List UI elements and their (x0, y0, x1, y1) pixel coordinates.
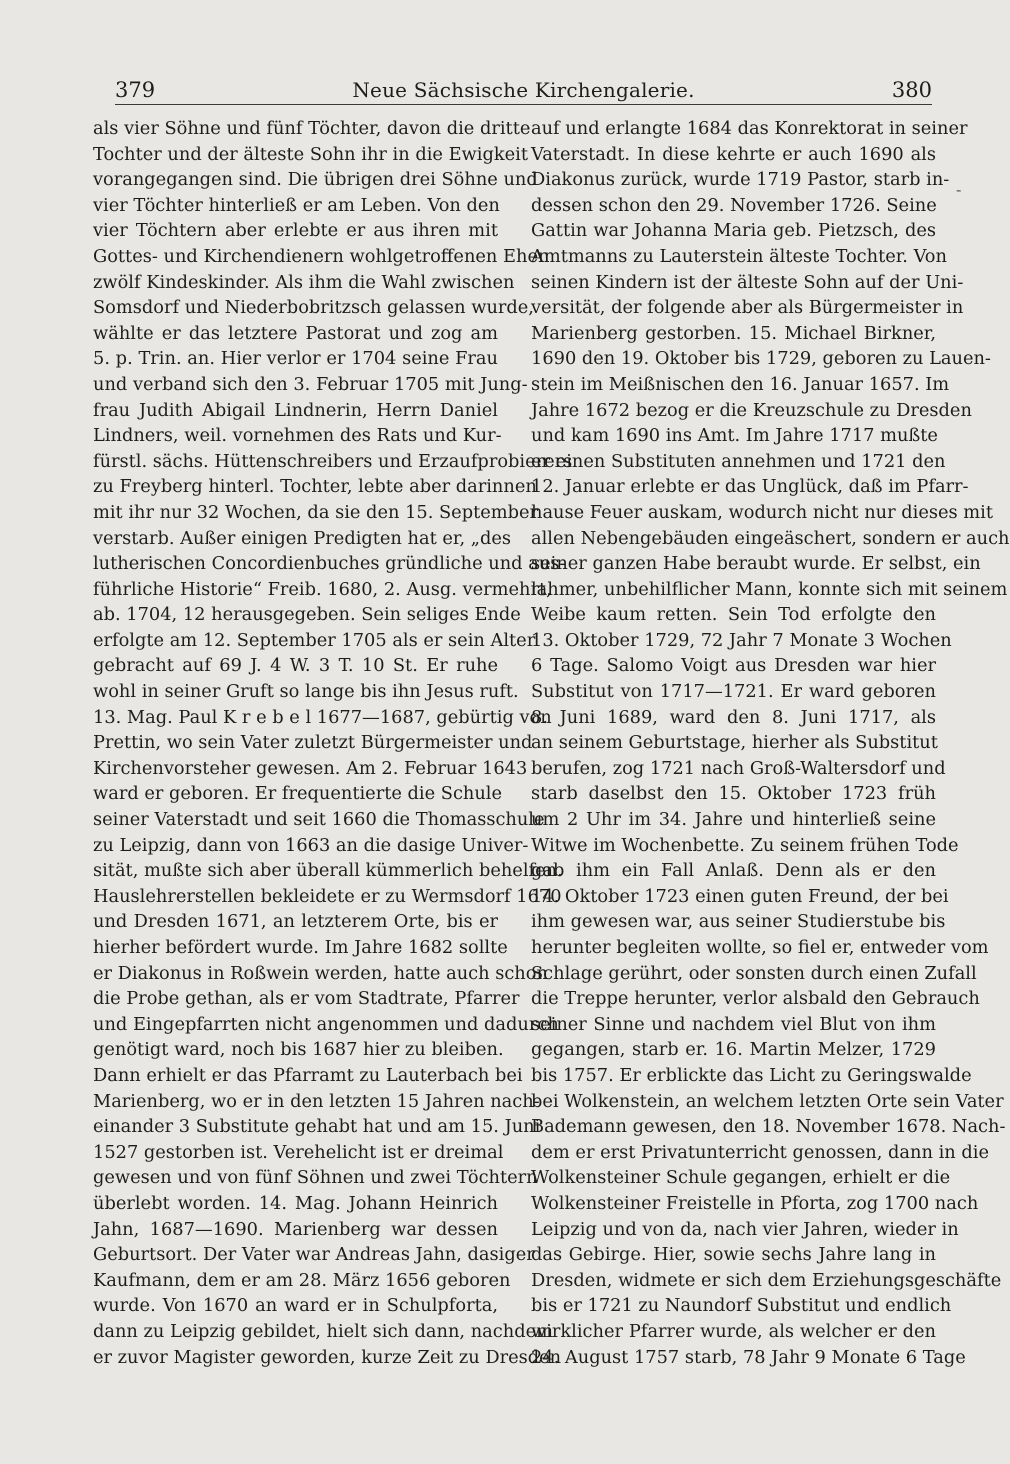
text-line: vier Töchtern aber erlebte er aus ihren mit (93, 220, 498, 242)
text-line: führliche Historie“ Freib. 1680, 2. Ausg. vermehrt, (93, 578, 552, 600)
text-line: 1690 den 19. Oktober bis 1729, geboren zu Lauen- (531, 348, 991, 370)
text-line: 6 Tage. Salomo Voigt aus Dresden war hier (531, 655, 936, 677)
text-line: Marienberg gestorben. 15. Michael Birkner, (531, 322, 936, 344)
text-line: wählte er das letztere Pastorat und zog am (93, 322, 498, 344)
text-line: genötigt ward, noch bis 1687 hier zu bleiben. (93, 1039, 504, 1061)
text-line: Diakonus zurück, wurde 1719 Pastor, starb in- (531, 169, 950, 191)
page-number-left: 379 (115, 78, 156, 102)
text-line: seiner Sinne und nachdem viel Blut von ihm (531, 1013, 936, 1035)
text-line: Amtmanns zu Lauterstein älteste Tochter. Von (531, 245, 947, 267)
text-line: berufen, zog 1721 nach Groß-Waltersdorf und (531, 757, 946, 779)
text-line: bis 1757. Er erblickte das Licht zu Geringswalde (531, 1064, 972, 1086)
text-line: lutherischen Concordienbuches gründliche und aus- (93, 553, 566, 575)
text-line: die Treppe herunter, verlor alsbald den Gebrauch (531, 988, 980, 1010)
text-line: ihm gewesen war, aus seiner Studierstube bis (531, 911, 946, 933)
text-line: und Dresden 1671, an letzterem Orte, bis er (93, 911, 498, 933)
page-header (115, 76, 932, 104)
text-line: wurde. Von 1670 an ward er in Schulpforta, (93, 1295, 498, 1317)
text-line: Hauslehrerstellen bekleidete er zu Wermsdorf 1670 (93, 885, 562, 907)
text-line: Kaufmann, dem er am 28. März 1656 geboren (93, 1269, 511, 1291)
text-line: bis er 1721 zu Naundorf Substitut und endlich (531, 1295, 952, 1317)
text-line: überlebt worden. 14. Mag. Johann Heinrich (93, 1192, 498, 1214)
page-number-right: 380 (891, 78, 932, 102)
text-line: wirklicher Pfarrer wurde, als welcher er den (531, 1320, 936, 1342)
text-line: die Probe gethan, als er vom Stadtrate, Pfarrer (93, 988, 520, 1010)
text-line: hause Feuer auskam, wodurch nicht nur dieses mit (531, 501, 993, 523)
text-line: Dresden, widmete er sich dem Erziehungsgeschäfte (531, 1269, 1002, 1291)
text-line: Jahn, 1687—1690. Marienberg war dessen (93, 1218, 498, 1240)
text-line: er einen Substituten annehmen und 1721 den (531, 450, 946, 472)
text-line: Marienberg, wo er in den letzten 15 Jahren nach- (93, 1090, 540, 1112)
text-line: Somsdorf und Niederbobritzsch gelassen wurde, (93, 297, 534, 319)
text-line: Geburtsort. Der Vater war Andreas Jahn, dasiger (93, 1244, 535, 1266)
text-line: und Eingepfarrten nicht angenommen und dadurch (93, 1013, 559, 1035)
text-line: herunter begleiten wollte, so fiel er, entweder vom (531, 937, 989, 958)
text-line: Witwe im Wochenbette. Zu seinem frühen Tode (531, 834, 959, 856)
text-line: gewesen und von fünf Söhnen und zwei Töchtern (93, 1167, 538, 1189)
text-line: 14. Oktober 1723 einen guten Freund, der bei (531, 885, 949, 907)
text-line: dem er erst Privatunterricht genossen, dann in die (531, 1141, 989, 1163)
text-line: Wolkensteiner Freistelle in Pforta, zog 1700 nach (531, 1192, 979, 1214)
text-line: 13. Mag. Paul K r e b e l 1677—1687, gebürtig von (93, 706, 552, 728)
text-line: ab. 1704, 12 herausgegeben. Sein seliges Ende (93, 604, 521, 626)
text-line: Wolkensteiner Schule gegangen, erhielt er die (531, 1167, 951, 1189)
text-line: gebracht auf 69 J. 4 W. 3 T. 10 St. Er ruhe (93, 655, 498, 677)
text-line: mit ihr nur 32 Wochen, da sie den 15. September (93, 501, 539, 523)
text-line: versität, der folgende aber als Bürgermeister in (531, 297, 964, 319)
text-line: Tochter und der älteste Sohn ihr in die Ewigkeit (93, 143, 528, 165)
text-line: bei Wolkenstein, an welchem letzten Orte sein Vater (531, 1090, 1004, 1112)
text-line: an seinem Geburtstage, hierher als Substitut (531, 732, 938, 754)
text-line: frau Judith Abigail Lindnerin, Herrn Daniel (93, 399, 498, 421)
right-text-column (531, 116, 1010, 1370)
text-line: starb daselbst den 15. Oktober 1723 früh (531, 783, 936, 805)
text-line: seiner ganzen Habe beraubt wurde. Er selbst, ein (531, 553, 981, 575)
text-line: Dann erhielt er das Pfarramt zu Lauterbach bei (93, 1064, 523, 1086)
running-head-title: Neue Sächsische Kirchengalerie. (352, 78, 695, 102)
text-line: gegangen, starb er. 16. Martin Melzer, 1729 (531, 1039, 936, 1061)
text-line: und verband sich den 3. Februar 1705 mit Jung- (93, 373, 528, 395)
text-line: vorangegangen sind. Die übrigen drei Söhne und (93, 169, 538, 191)
text-line: 13. Oktober 1729, 72 Jahr 7 Monate 3 Wochen (531, 629, 952, 651)
text-line: das Gebirge. Hier, sowie sechs Jahre lang in (531, 1244, 936, 1266)
text-line: Leipzig und von da, nach vier Jahren, wieder in (531, 1218, 959, 1240)
text-line: allen Nebengebäuden eingeäschert, sondern er auch (531, 527, 1010, 549)
text-line: wohl in seiner Gruft so lange bis ihn Jesus ruft. (93, 681, 519, 703)
text-line: Weibe kaum retten. Sein Tod erfolgte den (531, 604, 936, 626)
text-line: 5. p. Trin. an. Hier verlor er 1704 seine Frau (93, 348, 498, 370)
text-line: gab ihm ein Fall Anlaß. Denn als er den (531, 860, 936, 882)
text-line: dann zu Leipzig gebildet, hielt sich dann, nachdem (93, 1320, 553, 1342)
text-line: Lindners, weil. vornehmen des Rats und Kur- (93, 425, 502, 447)
text-line: seinen Kindern ist der älteste Sohn auf der Uni- (531, 271, 964, 293)
text-line: Gattin war Johanna Maria geb. Pietzsch, des (531, 220, 936, 242)
text-line: erfolgte am 12. September 1705 als er sein Alter (93, 629, 536, 651)
text-line: Vaterstadt. In diese kehrte er auch 1690 als (531, 143, 936, 165)
text-line: stein im Meißnischen den 16. Januar 1657. Im (531, 373, 950, 395)
text-line: zwölf Kindeskinder. Als ihm die Wahl zwischen (93, 271, 515, 293)
text-line: 8. Juni 1689, ward den 8. Juni 1717, als (531, 706, 936, 728)
text-line: verstarb. Außer einigen Predigten hat er, „des (93, 527, 512, 549)
text-line: dessen schon den 29. November 1726. Seine (531, 194, 937, 216)
text-line: 12. Januar erlebte er das Unglück, daß im Pfarr- (531, 476, 969, 498)
text-line: als vier Söhne und fünf Töchter, davon die dritte (93, 118, 531, 139)
text-line: Bademann gewesen, den 18. November 1678. Nach- (531, 1116, 1006, 1138)
text-line: Schlage gerührt, oder sonsten durch einen Zufall (531, 962, 977, 984)
text-line: vier Töchter hinterließ er am Leben. Von den (93, 194, 500, 216)
text-line: Prettin, wo sein Vater zuletzt Bürgermeister und (93, 732, 533, 754)
text-line: auf und erlangte 1684 das Konrektorat in seiner (531, 118, 968, 139)
text-line: 24. August 1757 starb, 78 Jahr 9 Monate 6 Tage (531, 1346, 966, 1368)
text-line: um 2 Uhr im 34. Jahre und hinterließ seine (531, 809, 936, 831)
text-line: er Diakonus in Roßwein werden, hatte auch schon (93, 962, 548, 984)
header-rule (115, 104, 932, 105)
text-line: Jahre 1672 bezog er die Kreuzschule zu Dresden (531, 399, 972, 421)
text-line: sität, mußte sich aber überall kümmerlich behelfen. (93, 860, 563, 882)
text-line: zu Freyberg hinterl. Tochter, lebte aber darinnen (93, 476, 537, 498)
text-line: zu Leipzig, dann von 1663 an die dasige Univer- (93, 834, 529, 856)
text-line: Kirchenvorsteher gewesen. Am 2. Februar 1643 (93, 757, 528, 779)
text-line: lahmer, unbehilflicher Mann, konnte sich mit seinem (531, 578, 1008, 600)
text-line: und kam 1690 ins Amt. Im Jahre 1717 mußte (531, 425, 938, 447)
left-text-column (93, 116, 573, 1370)
text-line: hierher befördert wurde. Im Jahre 1682 sollte (93, 937, 508, 958)
text-line: fürstl. sächs. Hüttenschreibers und Erzaufprobierers (93, 450, 573, 472)
margin-mark: - (956, 180, 962, 199)
text-line: ward er geboren. Er frequentierte die Schule (93, 783, 503, 805)
text-line: seiner Vaterstadt und seit 1660 die Thomasschule (93, 809, 545, 831)
text-line: er zuvor Magister geworden, kurze Zeit zu Dresden (93, 1346, 562, 1368)
text-line: Gottes- und Kirchendienern wohlgetroffenen Ehen (93, 245, 550, 267)
text-line: 1527 gestorben ist. Verehelicht ist er dreimal (93, 1141, 504, 1163)
text-line: Substitut von 1717—1721. Er ward geboren (531, 681, 936, 703)
text-line: einander 3 Substitute gehabt hat und am 15. Juni (93, 1116, 541, 1138)
